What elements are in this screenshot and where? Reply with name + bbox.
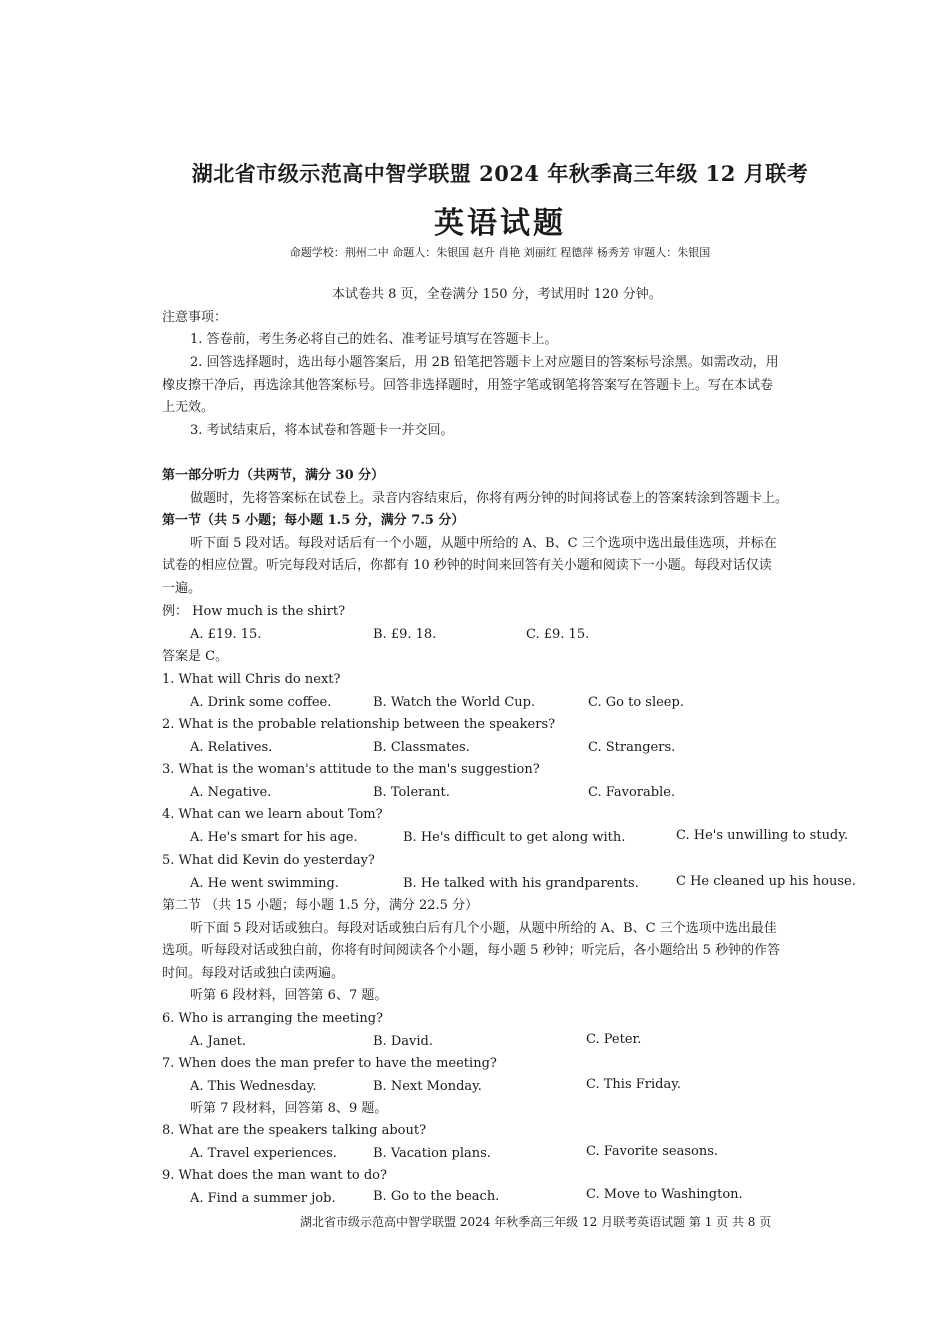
option-c: C. Go to sleep. bbox=[588, 695, 684, 710]
option-c: C. Favorable. bbox=[588, 785, 676, 800]
notes-item-2: 2. 回答选择题时，选出每小题答案后，用 2B 铅笔把答题卡上对应题目的答案标号涂黑。如需改动，用 bbox=[190, 355, 779, 370]
section1-instructions-cont: 一遍。 bbox=[162, 581, 202, 596]
question-5: 5. What did Kevin do yesterday? bbox=[162, 853, 375, 868]
part1-intro: 做题时，先将答案标在试卷上。录音内容结束后，你将有两分钟的时间将试卷上的答案转涂到答题卡上。 bbox=[190, 491, 789, 506]
section2-heading: 第二节 （共 15 小题；每小题 1.5 分，满分 22.5 分） bbox=[162, 898, 479, 913]
option-a: A. Travel experiences. bbox=[190, 1146, 337, 1161]
material-7-note: 听第 7 段材料，回答第 8、9 题。 bbox=[190, 1101, 388, 1116]
example-answer: 答案是 C。 bbox=[162, 649, 229, 664]
question-6: 6. Who is arranging the meeting? bbox=[162, 1011, 383, 1026]
option-c: C. Favorite seasons. bbox=[586, 1144, 719, 1159]
option-b: B. He's difficult to get along with. bbox=[403, 830, 626, 845]
option-b: B. Go to the beach. bbox=[373, 1189, 500, 1204]
section1-heading: 第一节（共 5 小题；每小题 1.5 分，满分 7.5 分） bbox=[162, 513, 465, 528]
option-c: C. He's unwilling to study. bbox=[676, 828, 849, 843]
question-8: 8. What are the speakers talking about? bbox=[162, 1123, 427, 1138]
option-c: C. Strangers. bbox=[588, 740, 676, 755]
option-b: B. Next Monday. bbox=[373, 1079, 482, 1094]
example-option-a: A. £19. 15. bbox=[190, 627, 262, 642]
option-b: B. David. bbox=[373, 1034, 433, 1049]
section2-instructions-cont: 时间。每段对话或独白读两遍。 bbox=[162, 966, 345, 981]
question-1: 1. What will Chris do next? bbox=[162, 672, 341, 687]
option-c: C. This Friday. bbox=[586, 1077, 681, 1092]
option-a: A. He's smart for his age. bbox=[190, 830, 358, 845]
notes-item-3: 3. 考试结束后，将本试卷和答题卡一并交回。 bbox=[190, 423, 454, 438]
option-a: A. Negative. bbox=[190, 785, 272, 800]
subject-title: 英语试题 bbox=[434, 206, 566, 241]
option-a: A. Drink some coffee. bbox=[190, 695, 332, 710]
option-b: B. He talked with his grandparents. bbox=[403, 876, 639, 891]
example-option-c: C. £9. 15. bbox=[526, 627, 590, 642]
option-b: B. Classmates. bbox=[373, 740, 470, 755]
notes-item-1: 1. 答卷前，考生务必将自己的姓名、准考证号填写在答题卡上。 bbox=[190, 332, 558, 347]
question-3: 3. What is the woman's attitude to the man's suggestion? bbox=[162, 762, 540, 777]
exam-info: 本试卷共 8 页，全卷满分 150 分，考试用时 120 分钟。 bbox=[332, 287, 662, 302]
material-6-note: 听第 6 段材料，回答第 6、7 题。 bbox=[190, 988, 388, 1003]
option-a: A. This Wednesday. bbox=[190, 1079, 317, 1094]
section2-instructions: 听下面 5 段对话或独白。每段对话或独白后有几个小题，从题中所给的 A、B、C 三个选项中选出最佳 bbox=[190, 921, 777, 936]
page-footer: 湖北省市级示范高中智学联盟 2024 年秋季高三年级 12 月联考英语试题 第 1 页 共 8 页 bbox=[300, 1215, 772, 1229]
option-c: C. Move to Washington. bbox=[586, 1187, 743, 1202]
option-a: A. Janet. bbox=[190, 1034, 247, 1049]
exam-title: 湖北省市级示范高中智学联盟 2024 年秋季高三年级 12 月联考 bbox=[191, 161, 809, 186]
option-c: C He cleaned up his house. bbox=[676, 874, 856, 889]
notes-heading: 注意事项： bbox=[162, 310, 228, 325]
option-a: A. Find a summer job. bbox=[190, 1191, 336, 1206]
question-9: 9. What does the man want to do? bbox=[162, 1168, 387, 1183]
notes-item-2-cont: 上无效。 bbox=[162, 400, 215, 415]
option-b: B. Tolerant. bbox=[373, 785, 450, 800]
part1-heading: 第一部分听力（共两节，满分 30 分） bbox=[162, 468, 385, 483]
question-4: 4. What can we learn about Tom? bbox=[162, 807, 383, 822]
section1-instructions-cont: 试卷的相应位置。听完每段对话后，你都有 10 秒钟的时间来回答有关小题和阅读下一小题。每段对话仅读 bbox=[162, 558, 772, 573]
section2-instructions-cont: 选项。听每段对话或独白前，你将有时间阅读各个小题，每小题 5 秒钟；听完后，各小题给出 5 秒钟的作答 bbox=[162, 943, 781, 958]
example-option-b: B. £9. 18. bbox=[373, 627, 437, 642]
option-a: A. He went swimming. bbox=[190, 876, 339, 891]
option-a: A. Relatives. bbox=[190, 740, 273, 755]
option-b: B. Watch the World Cup. bbox=[373, 695, 536, 710]
notes-item-2-cont: 橡皮擦干净后，再选涂其他答案标号。回答非选择题时，用签字笔或钢笔将答案写在答题卡上。写在本试卷 bbox=[162, 378, 774, 393]
option-c: C. Peter. bbox=[586, 1032, 642, 1047]
example-question: 例： How much is the shirt? bbox=[162, 604, 346, 619]
question-7: 7. When does the man prefer to have the meeting? bbox=[162, 1056, 497, 1071]
option-b: B. Vacation plans. bbox=[373, 1146, 491, 1161]
authors-line: 命题学校：荆州二中 命题人：朱银国 赵升 肖艳 刘丽红 程德萍 杨秀芳 审题人：朱银国 bbox=[289, 246, 711, 259]
section1-instructions: 听下面 5 段对话。每段对话后有一个小题，从题中所给的 A、B、C 三个选项中选出最佳选项，并标在 bbox=[190, 536, 777, 551]
question-2: 2. What is the probable relationship between the speakers? bbox=[162, 717, 556, 732]
